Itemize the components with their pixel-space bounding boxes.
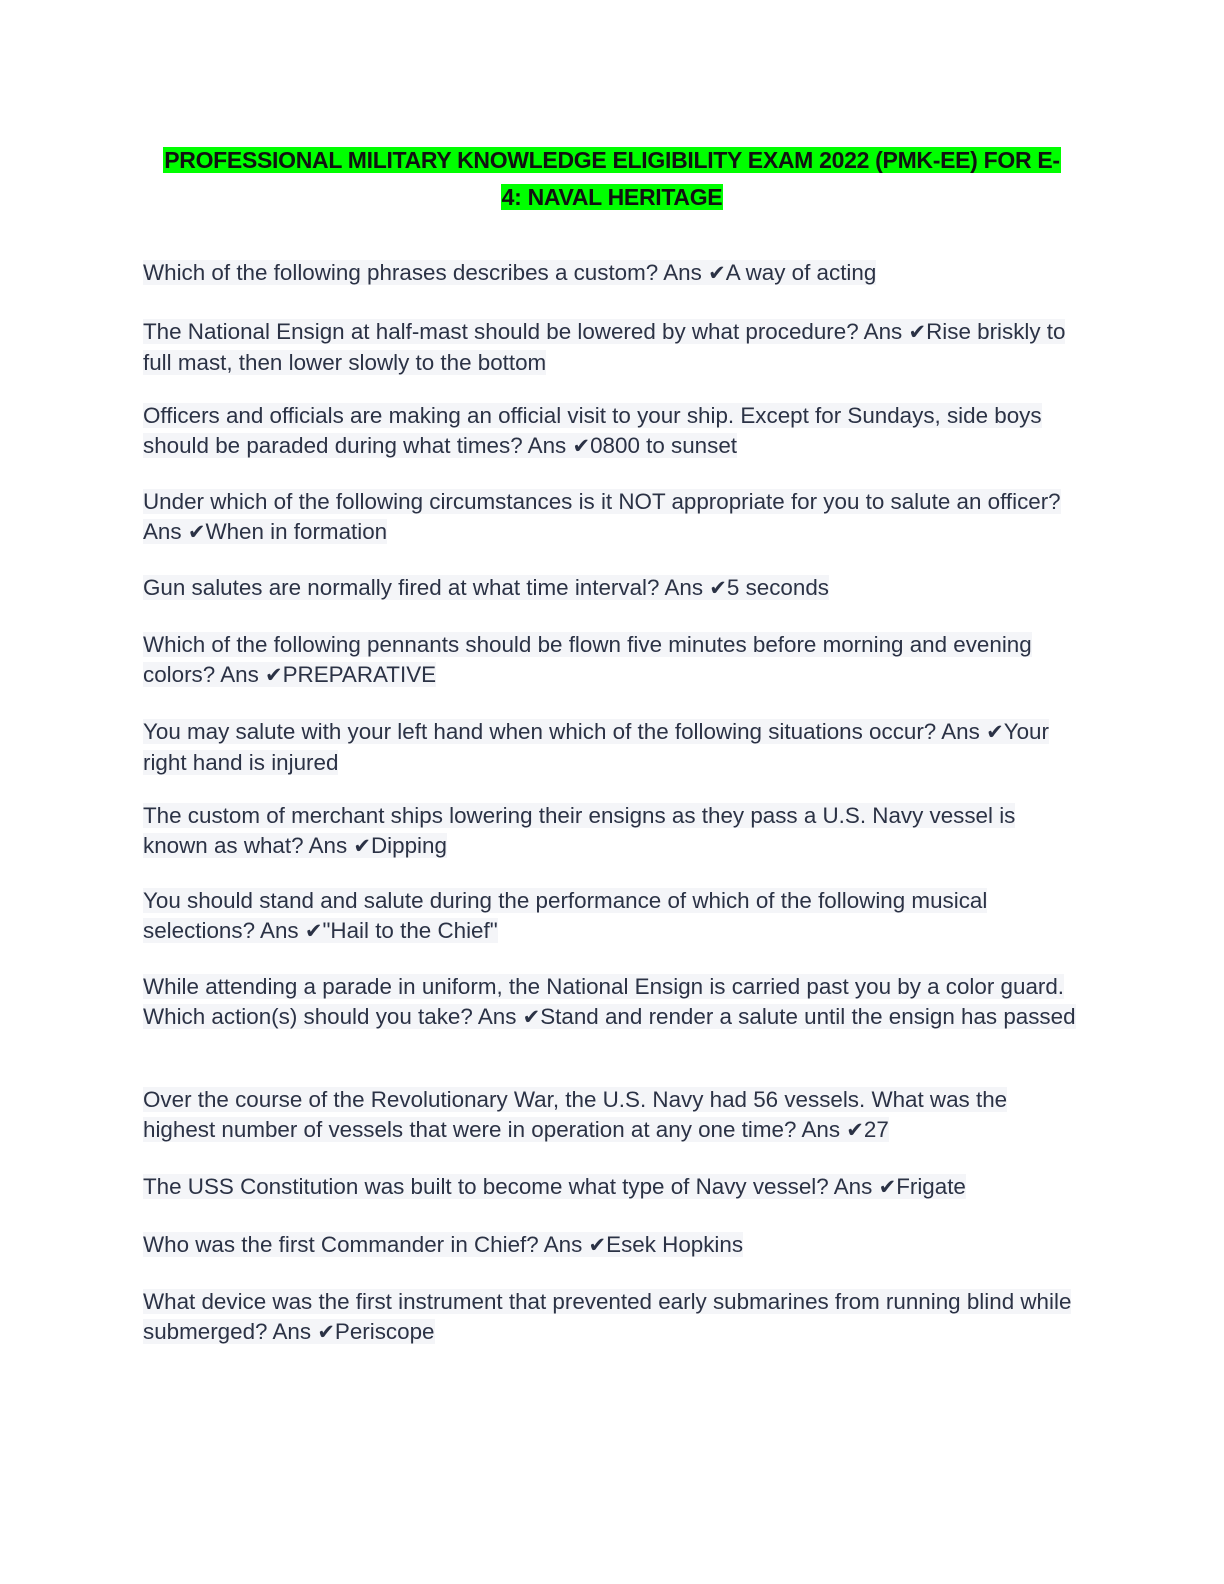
check-mark-icon: ✔ [522,1004,541,1029]
question-text: Which of the following pennants should be flown five minutes before morning and evening colors? [143,632,1032,687]
check-mark-icon: ✔ [878,1175,897,1199]
answer-text: Frigate [896,1174,966,1199]
qa-item [143,801,1083,861]
check-mark-icon: ✔ [353,833,371,858]
check-mark-icon: ✔ [708,261,726,285]
question-text: Who was the first Commander in Chief? [143,1232,539,1257]
answer-text: When in formation [205,518,388,544]
answer-marker: Ans [664,575,704,600]
qa-item [143,258,1083,289]
question-text: Under which of the following circumstances is it NOT appropriate for you to salute an officer? [143,489,1061,514]
qa-item [143,401,1083,461]
answer-text: "Hail to the Chief" [322,917,498,943]
check-mark-icon: ✔ [986,720,1004,744]
answer-marker: Ans [941,719,980,744]
qa-item [143,1230,1083,1261]
answer-text: Periscope [334,1318,435,1344]
answer-marker: Ans [863,319,903,344]
qa-item [143,317,1083,377]
answer-text: Esek Hopkins [606,1232,744,1257]
question-text: While attending a parade in uniform, the National Ensign is carried past you by a color guard. Which action(s) should you take? [143,974,1065,1029]
question-text: What device was the first instrument that prevented early submarines from running blind while submerged? [143,1289,1072,1344]
check-mark-icon: ✔ [846,1117,864,1142]
answer-marker: Ans [143,518,182,544]
answer-text: Stand and render a salute until the ensign has passed [540,1003,1076,1029]
answer-text: Your right hand is injured [143,719,1049,775]
qa-item [143,1085,1083,1145]
question-text: The National Ensign at half-mast should be lowered by what procedure? [143,319,859,344]
answer-marker: Ans [308,832,348,858]
answer-text: Rise briskly to full mast, then lower slowly to the bottom [143,319,1066,375]
qa-item [143,1287,1083,1347]
question-text: The custom of merchant ships lowering their ensigns as they pass a U.S. Navy vessel is known as what? [143,803,1016,858]
answer-marker: Ans [477,1003,517,1029]
answer-text: 5 seconds [726,575,829,600]
check-mark-icon: ✔ [572,433,591,458]
check-mark-icon: ✔ [304,918,323,943]
answer-marker: Ans [663,260,702,285]
qa-item [143,886,1083,946]
question-text: You may salute with your left hand when which of the following situations occur? [143,719,937,744]
check-mark-icon: ✔ [265,662,283,687]
qa-item [143,717,1083,777]
qa-item [143,972,1083,1032]
question-text: Officers and officials are making an official visit to your ship. Except for Sundays, side boys should be paraded during what times? [143,403,1042,458]
qa-item [143,487,1083,547]
answer-marker: Ans [801,1116,841,1142]
answer-text: Dipping [371,832,447,858]
answer-text: 0800 to sunset [590,432,737,458]
question-text: The USS Constitution was built to become what type of Navy vessel? [143,1174,829,1199]
qa-item [143,1172,1083,1203]
answer-text: A way of acting [725,260,877,285]
check-mark-icon: ✔ [908,320,927,344]
question-text: Gun salutes are normally fired at what time interval? [143,575,660,600]
question-text: You should stand and salute during the performance of which of the following musical selections? [143,888,988,943]
check-mark-icon: ✔ [709,576,727,600]
qa-item [143,573,1083,604]
check-mark-icon: ✔ [317,1319,335,1344]
answer-marker: Ans [220,661,259,687]
answer-marker: Ans [260,917,299,943]
title-line-1: PROFESSIONAL MILITARY KNOWLEDGE ELIGIBILITY EXAM 2022 (PMK-EE) FOR E- [164,147,1060,173]
answer-text: 27 [863,1116,889,1142]
title-line-2: 4: NAVAL HERITAGE [501,184,723,210]
page-title [140,142,1084,216]
answer-marker: Ans [833,1174,873,1199]
qa-item [143,630,1083,690]
answer-marker: Ans [272,1318,312,1344]
question-text: Which of the following phrases describes a custom? [143,260,659,285]
answer-text: PREPARATIVE [282,661,437,687]
answer-marker: Ans [543,1232,583,1257]
check-mark-icon: ✔ [588,1233,607,1257]
check-mark-icon: ✔ [187,519,206,544]
answer-marker: Ans [527,432,567,458]
question-text: Over the course of the Revolutionary War, the U.S. Navy had 56 vessels. What was the highest number of vessels that were in operation at any one time? [143,1087,1008,1142]
